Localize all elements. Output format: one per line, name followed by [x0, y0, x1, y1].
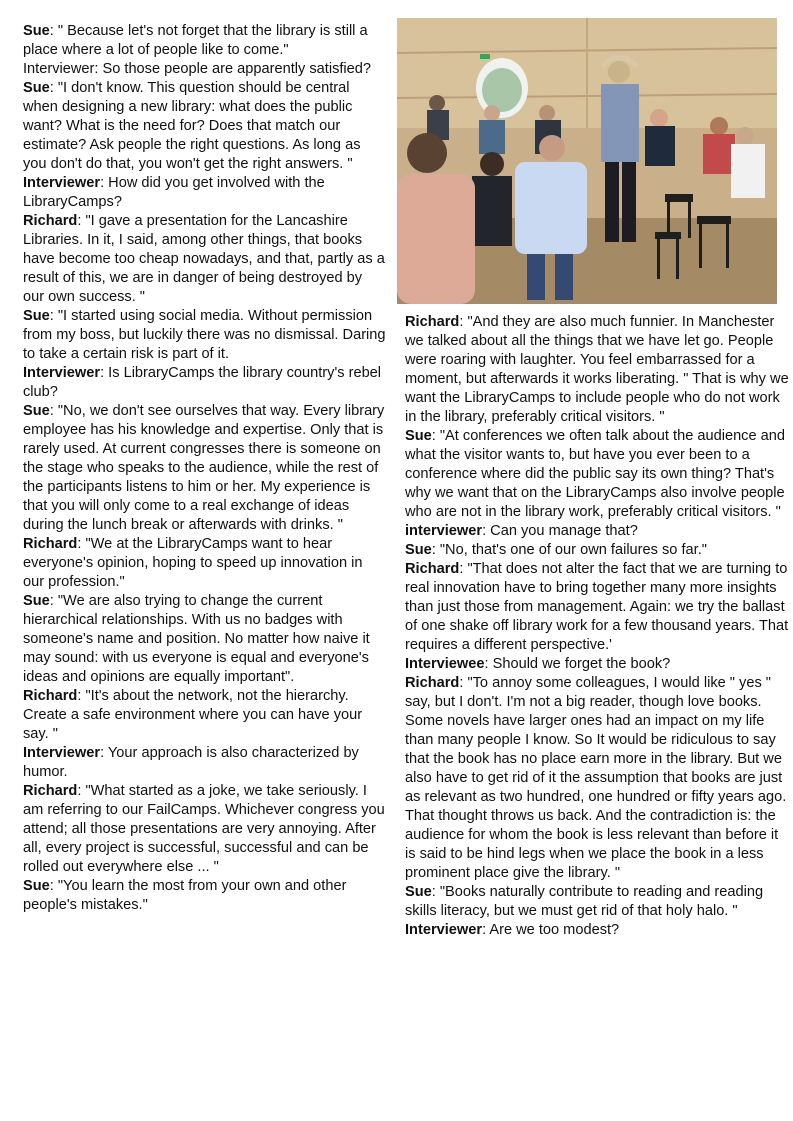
photo-library-camp-session: [397, 18, 777, 304]
paragraph-text: : "No, that's one of our own failures so far.": [431, 542, 707, 558]
interview-paragraph: [23, 402, 387, 535]
paragraph-text: : "And they are also much funnier. In Manchester we talked about all the things that we have let go. People were roaring with laughter. You feel embarrassed for a moment, but afterwards it works liberating. " That is why we want the LibraryCamps to include people who do not work in the library, preferably critical visitors. ": [405, 314, 789, 425]
left-column: [23, 22, 387, 915]
interview-paragraph: [23, 212, 387, 307]
interview-paragraph: [23, 687, 387, 744]
right-column: [405, 313, 789, 940]
interview-paragraph: [405, 883, 789, 921]
speaker-name: Richard: [23, 688, 78, 704]
paragraph-text: : "We at the LibraryCamps want to hear everyone's opinion, hoping to speed up innovation in our profession.": [23, 536, 363, 590]
interview-paragraph: [23, 60, 387, 79]
paragraph-text: : "What started as a joke, we take seriously. I am referring to our FailCamps. Whichever congress you attend; all those presentations are very annoying. After all, every project is successful, successful and can be rolled out everywhere else ... ": [23, 783, 385, 875]
interview-paragraph: [23, 592, 387, 687]
interview-paragraph: [405, 674, 789, 883]
interview-paragraph: [405, 655, 789, 674]
paragraph-text: : "No, we don't see ourselves that way. Every library employee has his knowledge and expertise. Only that is rarely used. At current congresses there is someone on the stage who speaks to the audience, while the rest of the participants listens to him or her. My experience is that you will only come to a real exchange of ideas during the lunch break or afterwards with drinks. ": [23, 403, 385, 533]
speaker-name: Sue: [23, 23, 50, 39]
speaker-name: Interviewer: [23, 175, 101, 191]
speaker-name: Richard: [405, 675, 460, 691]
paragraph-text: : Is LibraryCamps the library country's rebel club?: [23, 365, 382, 400]
paragraph-text: : "We are also trying to change the current hierarchical relationships. With us no badges with someone's name and position. No matter how naive it may sound: with us everyone is equal and everyone's ideas and opinions are equally important".: [23, 593, 370, 685]
paragraph-text: : "You learn the most from your own and other people's mistakes.": [23, 878, 347, 913]
speaker-name: Richard: [23, 536, 78, 552]
interview-paragraph: [405, 541, 789, 560]
paragraph-text: : "It's about the network, not the hierarchy. Create a safe environment where you can have your say. ": [23, 688, 363, 742]
speaker-name: Sue: [23, 80, 50, 96]
paragraph-text: : "I started using social media. Without permission from my boss, but luckily there was no dismissal. Daring to take a certain risk is part of it.: [23, 308, 386, 362]
paragraph-text: : Can you manage that?: [482, 523, 638, 539]
paragraph-text: : Your approach is also characterized by humor.: [23, 745, 359, 780]
interview-paragraph: [23, 79, 387, 174]
paragraph-text: : Are we too modest?: [482, 922, 620, 938]
interview-paragraph: [23, 877, 387, 915]
speaker-name: interviewer: [405, 523, 483, 539]
paragraph-text: : How did you get involved with the LibraryCamps?: [23, 175, 325, 210]
paragraph-text: : "That does not alter the fact that we are turning to real innovation have to bring together many more insights than just those from management. Again: we try the ballast of one shake off library work for a few thousand years. That requires a different perspective.': [405, 561, 789, 653]
interview-paragraph: [23, 174, 387, 212]
speaker-name: Interviewer: [405, 922, 483, 938]
speaker-name: Sue: [405, 428, 432, 444]
paragraph-text: : "To annoy some colleagues, I would like " yes " say, but I don't. I'm not a big reader, though love books. Some novels have larger ones had an impact on my life than many people I know. So It would be ridiculous to say that the book has no place earn more in the library. But we also have to get rid of it the assumption that books are just as relevant as two hundred, one hundred or fifty years ago. That thought throws us back. And the contradiction is: the audience for whom the book is less relevant than before it is said to be hind legs when we place the book in a less prominent place give the library. ": [405, 675, 787, 881]
speaker-name: Richard: [405, 314, 460, 330]
speaker-name: Sue: [405, 884, 432, 900]
interview-paragraph: [405, 522, 789, 541]
interview-paragraph: [405, 427, 789, 522]
speaker-name: Sue: [405, 542, 432, 558]
photo-image: [397, 18, 777, 304]
paragraph-text: : " Because let's not forget that the library is still a place where a lot of people like to come.": [23, 23, 368, 58]
paragraph-text: : "At conferences we often talk about the audience and what the visitor wants to, but have you ever been to a conference where did the public say its own thing? That's why we want that on the LibraryCamps also involve people who are not in the library work, preferably critical visitors. ": [405, 428, 786, 520]
speaker-name: Sue: [23, 878, 50, 894]
speaker-name: Richard: [23, 783, 78, 799]
speaker-name: Interviewee: [405, 656, 485, 672]
interview-paragraph: [23, 782, 387, 877]
interview-paragraph: [23, 535, 387, 592]
paragraph-text: : "I gave a presentation for the Lancashire Libraries. In it, I said, among other things, that books have become too cheap nowadays, and that, partly as a result of this, we are in danger of being destroyed by our own success. ": [23, 213, 385, 305]
interview-paragraph: [405, 921, 789, 940]
speaker-name: Interviewer: [23, 745, 101, 761]
interview-paragraph: [405, 560, 789, 655]
speaker-name: Richard: [405, 561, 460, 577]
interview-paragraph: [405, 313, 789, 427]
interview-paragraph: [23, 744, 387, 782]
paragraph-text: Interviewer: So those people are apparently satisfied?: [23, 61, 372, 77]
speaker-name: Interviewer: [23, 365, 101, 381]
speaker-name: Sue: [23, 593, 50, 609]
speaker-name: Sue: [23, 403, 50, 419]
speaker-name: Richard: [23, 213, 78, 229]
speaker-name: Sue: [23, 308, 50, 324]
paragraph-text: : "Books naturally contribute to reading and reading skills literacy, but we must get rid of that holy halo. ": [405, 884, 764, 919]
paragraph-text: : Should we forget the book?: [484, 656, 671, 672]
paragraph-text: : "I don't know. This question should be central when designing a new library: what does the public want? What is the need for? Does that match our estimate? Ask people the right questions. As long as you don't do that, you won't get the right answers. ": [23, 80, 361, 172]
interview-paragraph: [23, 22, 387, 60]
interview-paragraph: [23, 307, 387, 364]
interview-paragraph: [23, 364, 387, 402]
